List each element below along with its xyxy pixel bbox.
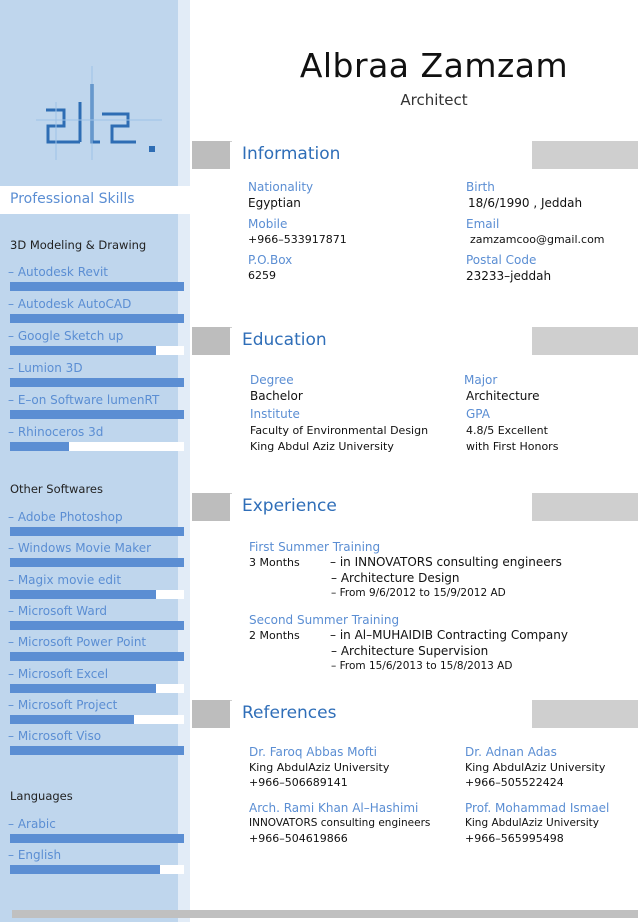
skill-level-fill [10, 282, 184, 291]
mobile-value: +966–533917871 [248, 233, 347, 246]
nationality-label: Nationality [248, 180, 314, 194]
skill-level-bar [10, 684, 184, 693]
experience-section-header [192, 493, 638, 521]
postal-code-label: Postal Code [466, 253, 537, 267]
email-value[interactable]: zamzamcoo@gmail.com [470, 233, 605, 246]
skill-level-bar [10, 378, 184, 387]
skill-level-bar [10, 346, 184, 355]
skill-label: – Microsoft Viso [8, 729, 102, 744]
skill-label: – Autodesk AutoCAD [8, 297, 132, 311]
skill-level-fill [10, 621, 184, 630]
skill-label: – Arabic [8, 817, 56, 831]
skill-level-fill [10, 558, 184, 567]
skill-label: – Microsoft Power Point [8, 635, 147, 650]
experience-item-line: – From 9/6/2012 to 15/9/2012 AD [331, 587, 506, 599]
skill-level-fill [10, 865, 160, 874]
skill-label: – Autodesk Revit [8, 265, 109, 279]
experience-item-line: – Architecture Supervision [331, 644, 489, 658]
skill-level-fill [10, 442, 69, 451]
skill-label: – Microsoft Excel [8, 666, 109, 681]
reference-phone: +966–505522424 [465, 776, 564, 789]
reference-phone: +966–506689141 [249, 776, 348, 789]
modeling-heading: 3D Modeling & Drawing [10, 238, 147, 252]
skill-level-bar [10, 558, 184, 567]
major-value: Architecture [466, 389, 540, 403]
experience-item-line: – in INNOVATORS consulting engineers [330, 555, 562, 569]
skill-level-bar [10, 590, 184, 599]
birth-label: Birth [466, 180, 495, 194]
pobox-value: 6259 [248, 269, 276, 282]
skill-level-fill [10, 527, 184, 536]
experience-item-line: – From 15/6/2013 to 15/8/2013 AD [331, 660, 513, 672]
languages-heading: Languages [10, 789, 73, 803]
email-label: Email [466, 217, 500, 231]
skill-label: – Lumion 3D [8, 361, 83, 375]
reference-name: Prof. Mohammad Ismael [465, 801, 610, 815]
birth-value: 18/6/1990 , Jeddah [468, 196, 583, 210]
skill-level-bar [10, 621, 184, 630]
experience-item-title: Second Summer Training [249, 613, 400, 627]
reference-name: Dr. Adnan Adas [465, 745, 557, 759]
skill-level-fill [10, 378, 184, 387]
postal-code-value: 23233–jeddah [466, 269, 552, 283]
institute-line-1: Faculty of Environmental Design [250, 424, 429, 437]
major-label: Major [464, 373, 498, 387]
skill-level-fill [10, 746, 184, 755]
skill-level-fill [10, 314, 184, 323]
gpa-label: GPA [466, 407, 490, 421]
sidebar-edge [178, 0, 190, 922]
person-name: Albraa Zamzam [299, 46, 569, 85]
skill-level-fill [10, 684, 156, 693]
degree-value: Bachelor [250, 389, 303, 403]
experience-item-title: First Summer Training [249, 540, 381, 554]
reference-phone: +966–565995498 [465, 832, 564, 845]
skill-level-fill [10, 715, 134, 724]
skill-label: – Adobe Photoshop [8, 510, 123, 524]
nationality-value: Egyptian [248, 196, 301, 210]
skill-level-bar [10, 314, 184, 323]
institute-label: Institute [250, 407, 300, 421]
education-title: Education [232, 327, 532, 355]
professional-skills-heading: Professional Skills [0, 186, 190, 214]
skill-label: – Magix movie edit [8, 572, 122, 587]
bottom-divider [12, 910, 638, 918]
logo-icon [36, 62, 166, 162]
references-section-header [192, 700, 638, 728]
reference-org: King AbdulAziz University [465, 761, 606, 774]
reference-org: King AbdulAziz University [249, 761, 390, 774]
skill-level-fill [10, 346, 156, 355]
experience-item-duration: 2 Months [249, 629, 300, 642]
experience-item-line: – Architecture Design [331, 571, 460, 585]
education-section-header [192, 327, 638, 355]
skill-label: – Rhinoceros 3d [8, 425, 104, 439]
skill-level-fill [10, 652, 184, 661]
person-title: Architect [400, 91, 468, 109]
other-softwares-heading: Other Softwares [10, 482, 103, 496]
experience-item-line: – in Al–MUHAIDIB Contracting Company [330, 628, 568, 642]
experience-title: Experience [232, 493, 532, 521]
skill-level-fill [10, 834, 184, 843]
skill-level-bar [10, 865, 184, 874]
reference-name: Arch. Rami Khan Al–Hashimi [249, 801, 419, 815]
skill-level-fill [10, 590, 156, 599]
skill-label: – E–on Software lumenRT [8, 393, 160, 407]
gpa-line-1: 4.8/5 Excellent [466, 424, 548, 437]
reference-name: Dr. Faroq Abbas Mofti [249, 745, 377, 759]
skill-label: – Google Sketch up [8, 329, 124, 343]
skill-level-bar [10, 410, 184, 419]
experience-item-duration: 3 Months [249, 556, 300, 569]
skill-level-fill [10, 410, 184, 419]
institute-line-2: King Abdul Aziz University [250, 440, 394, 453]
skill-label: – Microsoft Project [8, 697, 118, 712]
gpa-line-2: with First Honors [466, 440, 559, 453]
skill-level-bar [10, 834, 184, 843]
reference-org: INNOVATORS consulting engineers [249, 817, 431, 829]
reference-phone: +966–504619866 [249, 832, 348, 845]
skill-label: – Microsoft Ward [8, 603, 108, 618]
sidebar [0, 0, 190, 922]
skill-level-bar [10, 527, 184, 536]
skill-level-bar [10, 282, 184, 291]
information-title: Information [232, 141, 532, 169]
skill-level-bar [10, 442, 184, 451]
references-title: References [232, 700, 532, 728]
skill-level-bar [10, 715, 184, 724]
skill-level-bar [10, 746, 184, 755]
information-section-header [192, 141, 638, 169]
pobox-label: P.O.Box [248, 253, 293, 267]
mobile-label: Mobile [248, 217, 288, 231]
skill-label: – Windows Movie Maker [8, 541, 152, 556]
reference-org: King AbdulAziz University [465, 817, 599, 829]
degree-label: Degree [250, 373, 294, 387]
skill-level-bar [10, 652, 184, 661]
skill-label: – English [8, 848, 62, 862]
